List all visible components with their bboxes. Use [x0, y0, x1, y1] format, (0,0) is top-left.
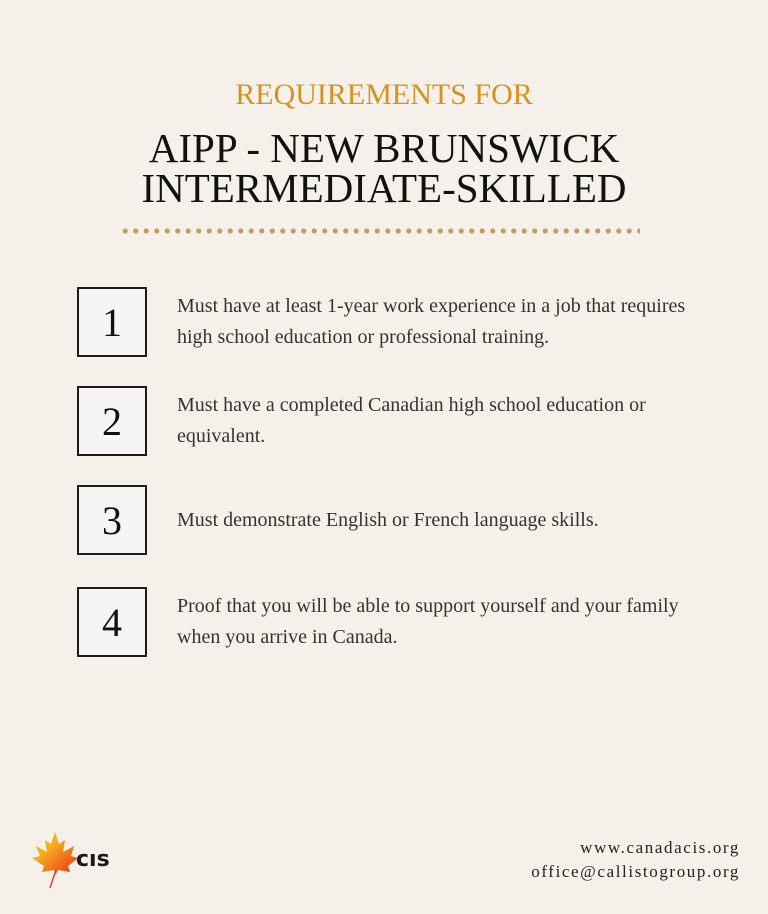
number-box: 4	[77, 587, 147, 657]
kicker-heading: REQUIREMENTS FOR	[235, 78, 533, 111]
number-box: 2	[77, 386, 147, 456]
number-box: 3	[77, 485, 147, 555]
requirement-item	[77, 485, 717, 557]
requirement-item	[77, 287, 717, 359]
requirement-text: Must have at least 1-year work experience in a job that requires high school education or professional training.	[177, 295, 686, 348]
requirement-text: Proof that you will be able to support yourself and your family when you arrive in Canada.	[177, 595, 679, 648]
dotted-divider	[120, 228, 640, 234]
number-box: 1	[77, 287, 147, 357]
cis-logo	[28, 830, 118, 890]
svg-text:cıs: cıs	[76, 847, 110, 872]
contact-info	[531, 836, 740, 884]
email-link[interactable]: office@callistogroup.org	[531, 862, 740, 881]
page-title	[0, 125, 768, 211]
title-line-2: INTERMEDIATE-SKILLED	[141, 165, 627, 211]
website-link[interactable]: www.canadacis.org	[580, 838, 740, 857]
requirement-item	[77, 587, 717, 659]
requirement-text: Must have a completed Canadian high school education or equivalent.	[177, 394, 646, 447]
requirement-text: Must demonstrate English or French language skills.	[177, 508, 599, 531]
title-line-1: AIPP - NEW BRUNSWICK	[148, 125, 620, 171]
maple-leaf-icon	[28, 830, 118, 890]
requirement-item	[77, 386, 717, 458]
